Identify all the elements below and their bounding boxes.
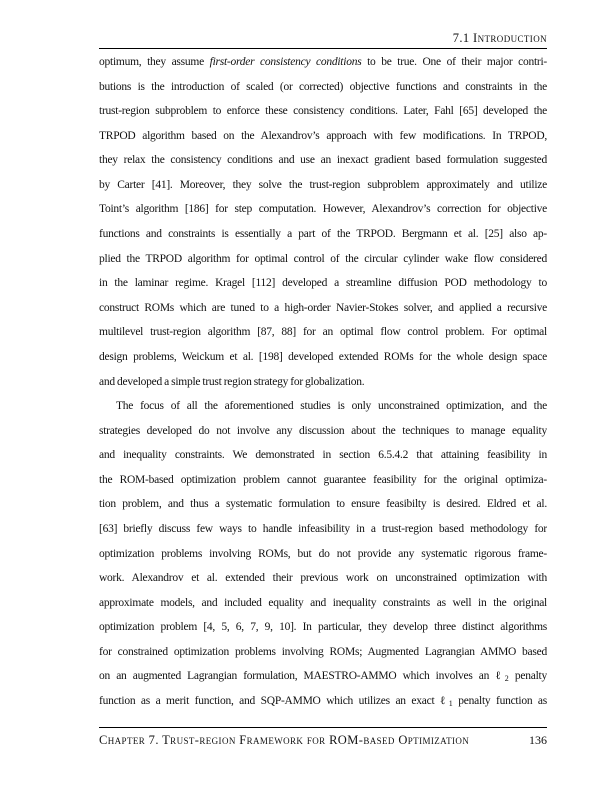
section-heading: 7.1 Introduction bbox=[452, 31, 547, 45]
text-line bbox=[99, 517, 547, 542]
footer-chapter-title: Chapter 7. Trust-region Framework for ROM-based Optimization bbox=[99, 733, 470, 747]
text-segment: optimization problem [4, 5, 6, 7, 9, 10]. In particular, they develop three distinct algorithms bbox=[99, 621, 547, 634]
text-segment: construct ROMs which are tuned to a high-order Navier-Stokes solver, and applied a recursive bbox=[99, 301, 547, 314]
text-line bbox=[99, 345, 547, 370]
text-line bbox=[99, 591, 547, 616]
text-segment: multilevel trust-region algorithm [87, 88] for an optimal flow control problem. For optimal bbox=[99, 326, 547, 339]
text-line bbox=[99, 222, 547, 247]
text-segment: and developed a simple trust region strategy for globalization. bbox=[99, 375, 365, 388]
text-segment: Toint’s algorithm [186] for step computation. However, Alexandrov’s correction for objective bbox=[99, 203, 547, 216]
text-segment: and inequality constraints. We demonstrated in section 6.5.4.2 that attaining feasibility in bbox=[99, 449, 547, 462]
text-segment: ℓ bbox=[439, 695, 449, 708]
subscript-text: 1 bbox=[448, 699, 453, 709]
text-segment: trust-region subproblem to enforce these consistency conditions. Later, Fahl [65] developed the bbox=[99, 105, 547, 118]
text-line bbox=[99, 640, 547, 665]
text-segment: design problems, Weickum et al. [198] developed extended ROMs for the whole design space bbox=[99, 350, 547, 363]
text-line bbox=[99, 99, 547, 124]
text-line bbox=[99, 664, 547, 689]
text-segment: The focus of all the aforementioned studies is only unconstrained optimization, and the bbox=[116, 400, 547, 413]
text-segment: optimization problems involving ROMs, but do not provide any systematic rigorous frame- bbox=[99, 547, 547, 560]
subscript-text: 2 bbox=[504, 674, 509, 684]
text-segment: ℓ bbox=[495, 670, 505, 683]
text-line bbox=[99, 50, 547, 75]
page-header bbox=[99, 31, 547, 49]
text-line bbox=[99, 689, 547, 714]
body-text bbox=[99, 50, 547, 714]
text-line bbox=[99, 148, 547, 173]
emphasized-text: first-order consistency conditions bbox=[209, 56, 362, 68]
page-footer bbox=[99, 727, 547, 748]
text-line bbox=[99, 247, 547, 272]
text-segment: in the laminar regime. Kragel [112] developed a streamline diffusion POD methodology to bbox=[99, 277, 547, 290]
text-line bbox=[99, 75, 547, 100]
text-segment: on an augmented Lagrangian formulation, MAESTRO-AMMO which involves an bbox=[99, 670, 496, 683]
text-segment: tion problem, and thus a systematic formulation to ensure feasibilty is desired. Eldred et al. bbox=[99, 498, 547, 511]
text-line bbox=[99, 615, 547, 640]
text-segment: butions is the introduction of scaled (or corrected) objective functions and constraints in the bbox=[99, 80, 547, 93]
text-line bbox=[99, 542, 547, 567]
text-segment: approximate models, and included equality and inequality constraints as well in the original bbox=[99, 596, 547, 609]
text-line bbox=[99, 468, 547, 493]
text-line bbox=[99, 419, 547, 444]
text-segment: functions and constraints is essentially a part of the TRPOD. Bergmann et al. [25] also ap- bbox=[99, 228, 547, 241]
text-line bbox=[99, 197, 547, 222]
text-line bbox=[99, 271, 547, 296]
footer-page-number: 136 bbox=[529, 733, 547, 747]
text-segment: [63] briefly discuss few ways to handle infeasibility in a trust-region based methodology for bbox=[99, 522, 547, 535]
text-segment: optimum, they assume bbox=[99, 56, 210, 68]
text-line bbox=[99, 320, 547, 345]
footer-rule bbox=[99, 727, 547, 728]
text-line bbox=[99, 370, 547, 395]
text-segment: plied the TRPOD algorithm for optimal control of the circular cylinder wake flow considered bbox=[99, 252, 547, 265]
text-line bbox=[99, 296, 547, 321]
text-line bbox=[99, 394, 547, 419]
text-segment: they relax the consistency conditions and use an inexact gradient based formulation suggested bbox=[99, 154, 547, 167]
text-segment: to be true. One of their major contri- bbox=[361, 56, 547, 68]
text-line bbox=[99, 124, 547, 149]
text-segment: by Carter [41]. Moreover, they solve the trust-region subproblem approximately and utilize bbox=[99, 178, 547, 191]
text-segment: TRPOD algorithm based on the Alexandrov’s approach with few modifications. In TRPOD, bbox=[99, 129, 547, 142]
text-segment: strategies developed do not involve any discussion about the techniques to manage equality bbox=[99, 424, 547, 437]
header-rule bbox=[99, 48, 547, 49]
text-segment: work. Alexandrov et al. extended their previous work on unconstrained optimization with bbox=[99, 572, 547, 585]
text-line bbox=[99, 492, 547, 517]
text-line bbox=[99, 443, 547, 468]
text-segment: the ROM-based optimization problem cannot guarantee feasibility for the original optimiza- bbox=[99, 473, 547, 486]
text-segment: for constrained optimization problems involving ROMs; Augmented Lagrangian AMMO based bbox=[99, 645, 547, 658]
text-segment: penalty bbox=[508, 670, 547, 683]
text-segment: penalty function as bbox=[452, 695, 547, 708]
text-line bbox=[99, 566, 547, 591]
footer-row bbox=[99, 733, 547, 748]
text-line bbox=[99, 173, 547, 198]
text-segment: function as a merit function, and SQP-AMMO which utilizes an exact bbox=[99, 695, 440, 708]
